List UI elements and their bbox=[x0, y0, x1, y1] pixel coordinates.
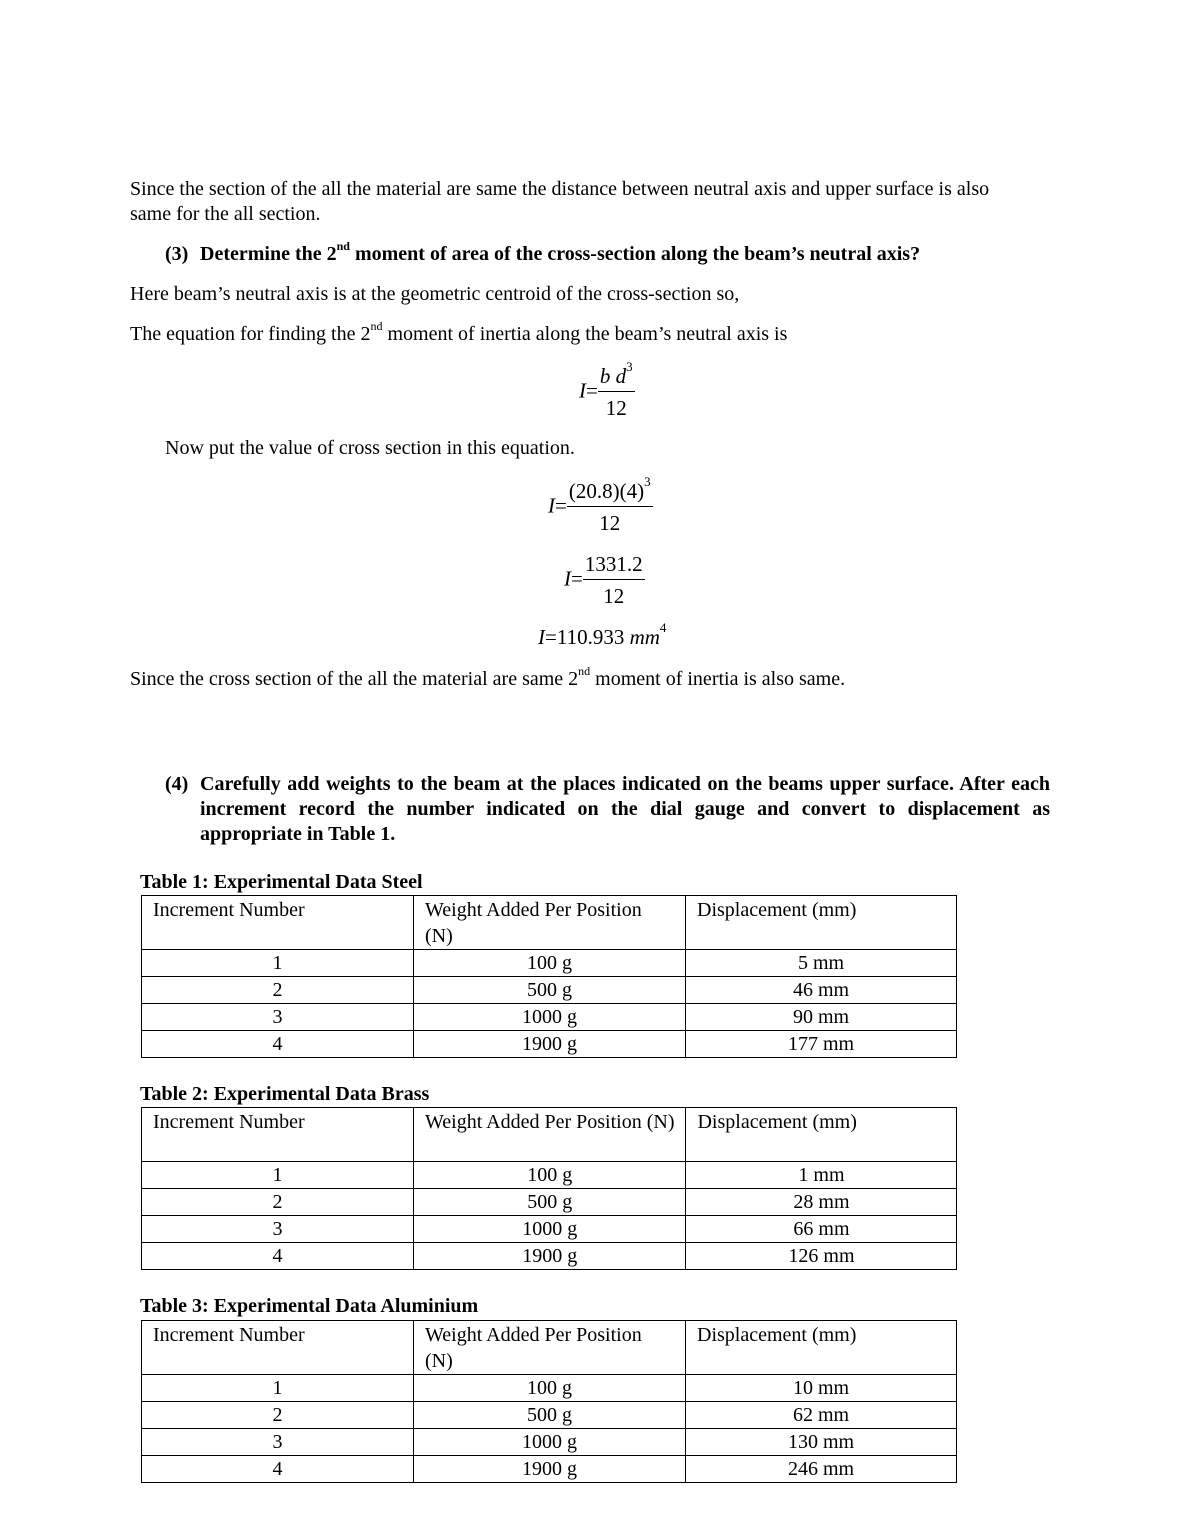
cell-weight: 100 g bbox=[414, 1162, 686, 1189]
same-inertia-post: moment of inertia is also same. bbox=[590, 668, 846, 690]
eq2-num-exp: 3 bbox=[644, 474, 651, 489]
cell-displacement: 130 mm bbox=[686, 1429, 957, 1456]
table-row bbox=[142, 977, 957, 1004]
eq3-equals: = bbox=[571, 566, 583, 591]
eq2-den: 12 bbox=[599, 511, 621, 535]
table-row bbox=[142, 1004, 957, 1031]
eq3-den: 12 bbox=[603, 584, 625, 608]
eq1-num-exp: 3 bbox=[626, 359, 633, 374]
same-inertia-sup: nd bbox=[578, 664, 591, 679]
table-row bbox=[142, 1031, 957, 1058]
table-2-caption: Table 2: Experimental Data Brass bbox=[140, 1083, 430, 1105]
cell-weight: 1900 g bbox=[414, 1031, 686, 1058]
header-weight: Weight Added Per Position (N) bbox=[414, 1321, 686, 1375]
eq3-fraction bbox=[583, 552, 645, 609]
table-header-row bbox=[142, 1321, 957, 1375]
eq2-lhs: I bbox=[548, 493, 555, 518]
cell-displacement: 246 mm bbox=[686, 1456, 957, 1483]
table-row bbox=[142, 950, 957, 977]
question-4-number: (4) bbox=[165, 773, 189, 795]
cell-weight: 1900 g bbox=[414, 1456, 686, 1483]
header-increment: Increment Number bbox=[142, 1108, 414, 1162]
table-header-row bbox=[142, 1108, 957, 1162]
table-row bbox=[142, 1429, 957, 1456]
equation-substituted bbox=[548, 474, 653, 536]
cell-displacement: 10 mm bbox=[686, 1375, 957, 1402]
table-row bbox=[142, 1216, 957, 1243]
equation-general-formula bbox=[579, 359, 635, 421]
cell-increment: 1 bbox=[142, 1375, 414, 1402]
cell-weight: 100 g bbox=[414, 950, 686, 977]
cell-displacement: 5 mm bbox=[686, 950, 957, 977]
cell-weight: 100 g bbox=[414, 1375, 686, 1402]
intro-line-2: same for the all section. bbox=[130, 203, 321, 225]
equation-simplified bbox=[564, 552, 645, 609]
cell-displacement: 28 mm bbox=[686, 1189, 957, 1216]
cell-increment: 2 bbox=[142, 1402, 414, 1429]
question-3-number: (3) bbox=[165, 243, 189, 265]
cell-weight: 1000 g bbox=[414, 1004, 686, 1031]
cell-increment: 3 bbox=[142, 1004, 414, 1031]
eq1-num-d: d bbox=[615, 364, 627, 388]
cell-increment: 4 bbox=[142, 1456, 414, 1483]
intro-paragraph bbox=[130, 177, 1060, 227]
table-row bbox=[142, 1456, 957, 1483]
question-3-text-sup: nd bbox=[336, 239, 350, 254]
table-row bbox=[142, 1243, 957, 1270]
cell-displacement: 46 mm bbox=[686, 977, 957, 1004]
question-3-text-post: moment of area of the cross-section along the beam’s neutral axis? bbox=[349, 243, 921, 265]
cell-weight: 500 g bbox=[414, 1189, 686, 1216]
equation-intro-pre: The equation for finding the 2 bbox=[130, 323, 371, 345]
intro-line-1: Since the section of the all the material are same the distance between neutral axis and upper surface is also bbox=[130, 178, 990, 200]
table-row bbox=[142, 1162, 957, 1189]
neutral-axis-paragraph: Here beam’s neutral axis is at the geometric centroid of the cross-section so, bbox=[130, 283, 740, 305]
eq4-unit: mm bbox=[629, 625, 660, 649]
equation-intro-post: moment of inertia along the beam’s neutral axis is bbox=[382, 323, 788, 345]
header-displacement: Displacement (mm) bbox=[686, 1321, 957, 1375]
cell-displacement: 90 mm bbox=[686, 1004, 957, 1031]
header-weight: Weight Added Per Position (N) bbox=[414, 896, 686, 950]
eq4-lhs: I bbox=[538, 625, 545, 649]
table-3-aluminium bbox=[141, 1320, 957, 1483]
cell-weight: 1000 g bbox=[414, 1429, 686, 1456]
cell-displacement: 66 mm bbox=[686, 1216, 957, 1243]
table-row bbox=[142, 1402, 957, 1429]
cell-displacement: 1 mm bbox=[686, 1162, 957, 1189]
table-row bbox=[142, 1189, 957, 1216]
equation-intro-sup: nd bbox=[370, 319, 383, 334]
cell-increment: 4 bbox=[142, 1243, 414, 1270]
header-displacement: Displacement (mm) bbox=[686, 896, 957, 950]
cell-weight: 500 g bbox=[414, 1402, 686, 1429]
eq3-num: 1331.2 bbox=[583, 552, 645, 580]
eq2-equals: = bbox=[555, 493, 567, 518]
cell-increment: 1 bbox=[142, 950, 414, 977]
table-1-caption: Table 1: Experimental Data Steel bbox=[140, 871, 423, 893]
header-increment: Increment Number bbox=[142, 896, 414, 950]
cell-increment: 3 bbox=[142, 1429, 414, 1456]
question-4-text: Carefully add weights to the beam at the places indicated on the beams upper surface. After each increment record the number indicated on the dial gauge and convert to displacement as appropriate in Table 1. bbox=[200, 773, 1050, 845]
cell-increment: 1 bbox=[142, 1162, 414, 1189]
question-3-heading bbox=[0, 239, 1190, 267]
eq1-fraction bbox=[598, 359, 635, 421]
table-1-steel bbox=[141, 895, 957, 1058]
cell-displacement: 126 mm bbox=[686, 1243, 957, 1270]
eq1-den: 12 bbox=[605, 396, 627, 420]
cell-increment: 2 bbox=[142, 1189, 414, 1216]
eq2-fraction bbox=[567, 474, 653, 536]
table-header-row bbox=[142, 896, 957, 950]
header-weight: Weight Added Per Position (N) bbox=[414, 1108, 686, 1162]
cell-increment: 2 bbox=[142, 977, 414, 1004]
header-increment: Increment Number bbox=[142, 1321, 414, 1375]
cell-displacement: 62 mm bbox=[686, 1402, 957, 1429]
question-3-text-pre: Determine the 2 bbox=[200, 243, 337, 265]
cell-displacement: 177 mm bbox=[686, 1031, 957, 1058]
eq2-num: (20.8)(4) bbox=[568, 479, 645, 503]
table-2-brass bbox=[141, 1107, 957, 1270]
table-3-caption: Table 3: Experimental Data Aluminium bbox=[140, 1295, 479, 1317]
eq4-value: 110.933 bbox=[556, 625, 625, 649]
equation-intro-paragraph bbox=[130, 319, 1060, 347]
eq4-unit-exp: 4 bbox=[659, 620, 667, 635]
cell-weight: 500 g bbox=[414, 977, 686, 1004]
cell-increment: 4 bbox=[142, 1031, 414, 1058]
eq1-num-b: b bbox=[599, 364, 611, 388]
equation-result bbox=[538, 620, 667, 650]
cell-weight: 1900 g bbox=[414, 1243, 686, 1270]
put-value-paragraph: Now put the value of cross section in this equation. bbox=[165, 437, 575, 459]
cell-increment: 3 bbox=[142, 1216, 414, 1243]
question-4-heading bbox=[0, 772, 1190, 847]
eq1-lhs: I bbox=[579, 378, 586, 403]
table-row bbox=[142, 1375, 957, 1402]
eq3-lhs: I bbox=[564, 566, 571, 591]
same-inertia-paragraph bbox=[130, 664, 1060, 692]
header-displacement: Displacement (mm) bbox=[686, 1108, 957, 1162]
eq1-equals: = bbox=[586, 378, 598, 403]
cell-weight: 1000 g bbox=[414, 1216, 686, 1243]
same-inertia-pre: Since the cross section of the all the material are same 2 bbox=[130, 668, 579, 690]
eq4-equals: = bbox=[545, 625, 557, 649]
